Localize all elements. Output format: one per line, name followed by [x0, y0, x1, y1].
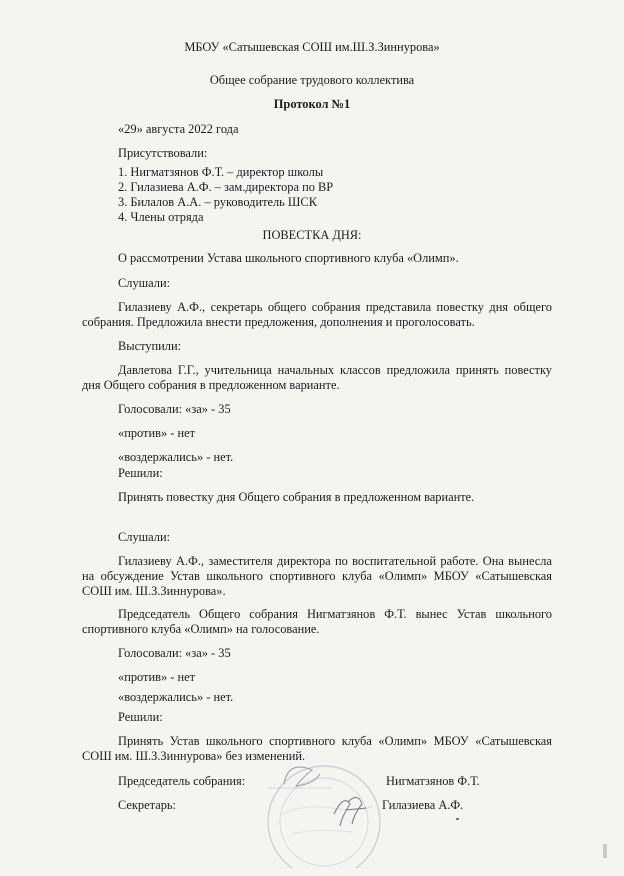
vote-abstain: «воздержались» - нет.: [118, 690, 234, 704]
chair-text: Председатель Общего собрания Нигматзянов Ф.Т. вынес Устав школьного спортивного клуба «Олимп» на голосование.: [82, 607, 552, 636]
agenda-heading: ПОВЕСТКА ДНЯ:: [262, 228, 362, 242]
vote-for: Голосовали: «за» - 35: [118, 646, 231, 660]
stamp-and-signatures-image: [262, 744, 458, 868]
meeting-title: Общее собрание трудового коллектива: [209, 73, 415, 87]
heard-text: Гилазиеву А.Ф., заместителя директора по воспитательной работе. Она вынесла на обсуждение Устав школьного спортивного клуба «Олимп» МБОУ «Сатышевская СОШ им. Ш.З.Зиннурова».: [82, 554, 552, 598]
spoke-text: Давлетова Г.Г., учительница начальных классов предложила принять повестку дня Общего собрания в предложенном варианте.: [82, 363, 552, 392]
decision-text: Принять Устав школьного спортивного клуба «Олимп» МБОУ «Сатышевская СОШ им. Ш.З.Зиннурова» без изменений.: [82, 734, 552, 763]
attendee-item: 1. Нигматзянов Ф.Т. – директор школы: [118, 165, 324, 179]
scan-edge-mark: [603, 844, 607, 858]
chair-signature-name: Нигматзянов Ф.Т.: [386, 774, 480, 788]
attendee-item: 4. Члены отряда: [118, 210, 204, 224]
chair-signature-label: Председатель собрания:: [118, 774, 246, 788]
vote-against: «против» - нет: [118, 670, 196, 684]
attendee-item: 3. Билалов А.А. – руководитель ШСК: [118, 195, 317, 209]
decided-label: Решили:: [118, 710, 163, 724]
vote-against: «против» - нет: [118, 426, 196, 440]
heard-label: Слушали:: [118, 276, 171, 290]
spoke-label: Выступили:: [118, 339, 182, 353]
present-label: Присутствовали:: [118, 146, 208, 160]
protocol-title: Протокол №1: [273, 97, 351, 111]
attendee-item: 2. Гилазиева А.Ф. – зам.директора по ВР: [118, 180, 334, 194]
agenda-item: О рассмотрении Устава школьного спортивного клуба «Олимп».: [118, 251, 459, 265]
scan-speck: [456, 818, 459, 820]
secretary-signature-label: Секретарь:: [118, 798, 176, 812]
vote-for: Голосовали: «за» - 35: [118, 402, 231, 416]
heard-label: Слушали:: [118, 530, 171, 544]
decision-text: Принять повестку дня Общего собрания в предложенном варианте.: [118, 490, 475, 504]
meeting-date: «29» августа 2022 года: [118, 122, 239, 136]
decided-label: Решили:: [118, 466, 163, 480]
vote-abstain: «воздержались» - нет.: [118, 450, 234, 464]
secretary-signature-name: Гилазиева А.Ф.: [382, 798, 464, 812]
heard-text: Гилазиеву А.Ф., секретарь общего собрания представила повестку дня общего собрания. Предложила внести предложения, дополнения и проголосовать.: [82, 300, 552, 329]
org-name: МБОУ «Сатышевская СОШ им.Ш.З.Зиннурова»: [184, 40, 440, 54]
